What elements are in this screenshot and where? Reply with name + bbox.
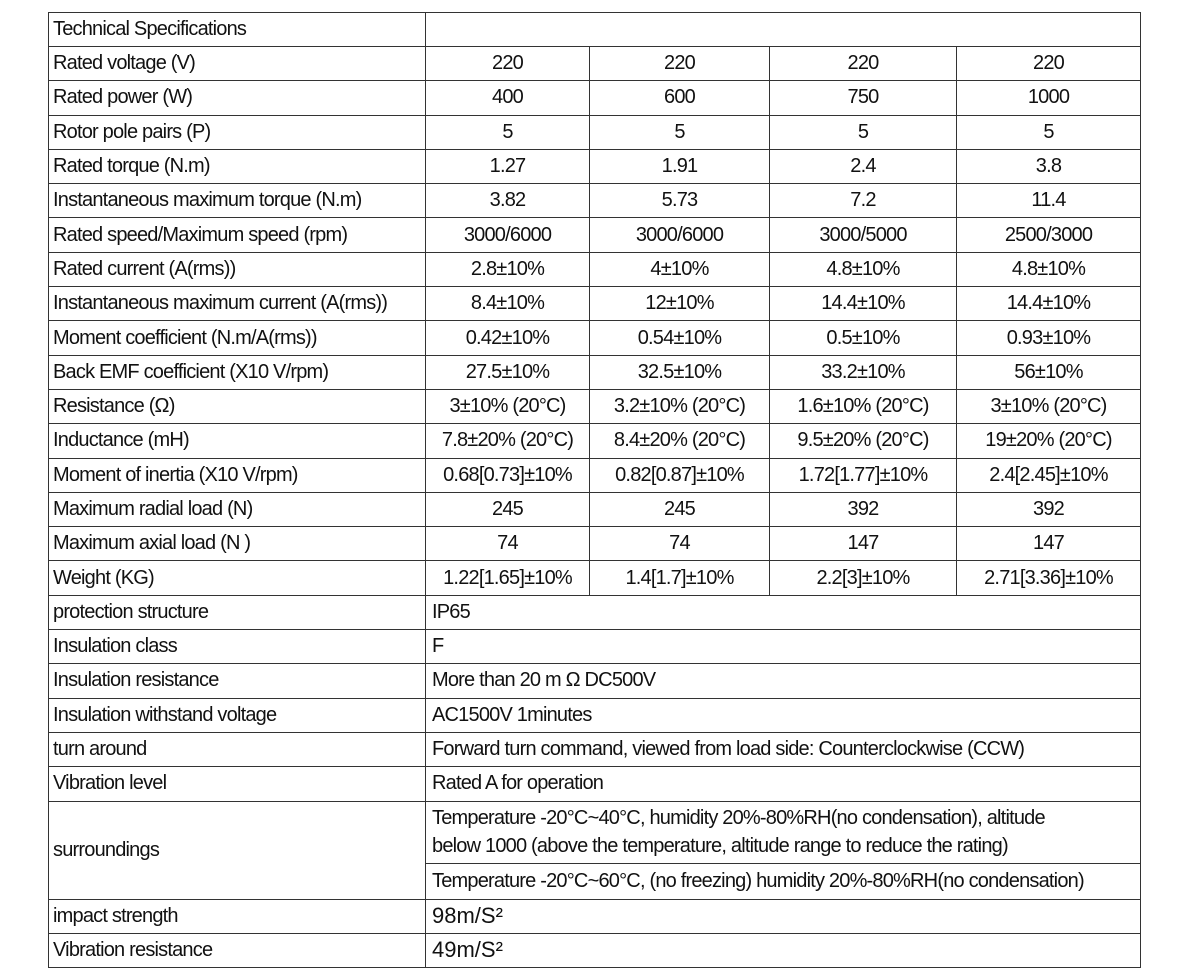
spec-span-value: 49m/S² (426, 933, 1141, 967)
surroundings-storage: Temperature -20°C~60°C, (no freezing) humidity 20%-80%RH(no condensation) (426, 863, 1141, 899)
spec-span-value: IP65 (426, 595, 1141, 629)
spec-value: 4.8±10% (770, 252, 957, 286)
spec-value: 1.4[1.7]±10% (590, 561, 770, 595)
spec-value: 8.4±10% (426, 287, 590, 321)
spec-value: 1.91 (590, 149, 770, 183)
spec-label: Rated power (W) (49, 81, 426, 115)
spec-value: 14.4±10% (770, 287, 957, 321)
spec-value: 5 (770, 115, 957, 149)
spec-table-body (49, 13, 1141, 968)
spec-label: Weight (KG) (49, 561, 426, 595)
spec-value: 1.72[1.77]±10% (770, 458, 957, 492)
spec-value: 750 (770, 81, 957, 115)
spec-row (49, 899, 1141, 933)
spec-row (49, 287, 1141, 321)
spec-value: 147 (957, 527, 1141, 561)
spec-label: Back EMF coefficient (X10 V/rpm) (49, 355, 426, 389)
spec-value: 11.4 (957, 184, 1141, 218)
spec-row (49, 81, 1141, 115)
spec-value: 2.4 (770, 149, 957, 183)
spec-value: 600 (590, 81, 770, 115)
spec-span-value: F (426, 630, 1141, 664)
spec-value: 5 (590, 115, 770, 149)
spec-row (49, 732, 1141, 766)
spec-label: Maximum axial load (N ) (49, 527, 426, 561)
spec-label: Rated voltage (V) (49, 47, 426, 81)
spec-value: 27.5±10% (426, 355, 590, 389)
title-row (49, 13, 1141, 47)
spec-value: 1.22[1.65]±10% (426, 561, 590, 595)
spec-label: Moment of inertia (X10 V/rpm) (49, 458, 426, 492)
spec-value: 245 (426, 492, 590, 526)
spec-row (49, 115, 1141, 149)
spec-span-value: AC1500V 1minutes (426, 698, 1141, 732)
spec-value: 7.8±20% (20°C) (426, 424, 590, 458)
spec-value: 0.68[0.73]±10% (426, 458, 590, 492)
spec-value: 0.5±10% (770, 321, 957, 355)
surroundings-row (49, 801, 1141, 863)
spec-row (49, 47, 1141, 81)
spec-row (49, 561, 1141, 595)
spec-value: 5 (957, 115, 1141, 149)
spec-value: 7.2 (770, 184, 957, 218)
surroundings-operating (426, 801, 1141, 863)
spec-value: 220 (426, 47, 590, 81)
spec-label: Instantaneous maximum current (A(rms)) (49, 287, 426, 321)
spec-label: turn around (49, 732, 426, 766)
spec-label: Inductance (mH) (49, 424, 426, 458)
spec-value: 2.71[3.36]±10% (957, 561, 1141, 595)
spec-value: 74 (590, 527, 770, 561)
spec-row (49, 630, 1141, 664)
spec-value: 0.93±10% (957, 321, 1141, 355)
spec-row (49, 355, 1141, 389)
spec-row (49, 527, 1141, 561)
spec-row (49, 218, 1141, 252)
spec-value: 400 (426, 81, 590, 115)
spec-value: 220 (770, 47, 957, 81)
spec-label: Rotor pole pairs (P) (49, 115, 426, 149)
spec-label: Vibration level (49, 767, 426, 801)
spec-value: 2.2[3]±10% (770, 561, 957, 595)
spec-value: 392 (957, 492, 1141, 526)
spec-value: 147 (770, 527, 957, 561)
spec-value: 3.82 (426, 184, 590, 218)
spec-value: 3.2±10% (20°C) (590, 389, 770, 423)
table-title: Technical Specifications (49, 13, 426, 47)
spec-table (48, 12, 1141, 968)
spec-value: 74 (426, 527, 590, 561)
spec-value: 0.82[0.87]±10% (590, 458, 770, 492)
spec-span-value: Rated A for operation (426, 767, 1141, 801)
spec-label: impact strength (49, 899, 426, 933)
spec-value: 14.4±10% (957, 287, 1141, 321)
spec-row (49, 595, 1141, 629)
spec-value: 3000/5000 (770, 218, 957, 252)
spec-label: Resistance (Ω) (49, 389, 426, 423)
spec-label: protection structure (49, 595, 426, 629)
spec-row (49, 492, 1141, 526)
surroundings-label: surroundings (49, 801, 426, 899)
spec-row (49, 933, 1141, 967)
spec-row (49, 321, 1141, 355)
spec-span-value: More than 20 m Ω DC500V (426, 664, 1141, 698)
spec-row (49, 184, 1141, 218)
spec-value: 1000 (957, 81, 1141, 115)
spec-value: 3±10% (20°C) (426, 389, 590, 423)
spec-value: 9.5±20% (20°C) (770, 424, 957, 458)
spec-value: 392 (770, 492, 957, 526)
spec-row (49, 664, 1141, 698)
surroundings-operating-line1: Temperature -20°C~40°C, humidity 20%-80%RH(no condensation), altitude (432, 807, 1045, 830)
spec-value: 32.5±10% (590, 355, 770, 389)
spec-label: Insulation resistance (49, 664, 426, 698)
spec-value: 2.8±10% (426, 252, 590, 286)
spec-value: 19±20% (20°C) (957, 424, 1141, 458)
spec-span-value: 98m/S² (426, 899, 1141, 933)
spec-value: 245 (590, 492, 770, 526)
spec-label: Rated speed/Maximum speed (rpm) (49, 218, 426, 252)
spec-value: 3±10% (20°C) (957, 389, 1141, 423)
spec-value: 5.73 (590, 184, 770, 218)
spec-value: 220 (957, 47, 1141, 81)
spec-value: 33.2±10% (770, 355, 957, 389)
spec-value: 220 (590, 47, 770, 81)
spec-label: Maximum radial load (N) (49, 492, 426, 526)
spec-value: 1.27 (426, 149, 590, 183)
spec-value: 8.4±20% (20°C) (590, 424, 770, 458)
spec-value: 56±10% (957, 355, 1141, 389)
spec-row (49, 252, 1141, 286)
spec-value: 4.8±10% (957, 252, 1141, 286)
surroundings-operating-line2: below 1000 (above the temperature, altitude range to reduce the rating) (432, 835, 1008, 858)
spec-value: 2500/3000 (957, 218, 1141, 252)
spec-row (49, 458, 1141, 492)
spec-value: 3000/6000 (426, 218, 590, 252)
title-blank-cell (426, 13, 1141, 47)
spec-label: Rated current (A(rms)) (49, 252, 426, 286)
spec-label: Instantaneous maximum torque (N.m) (49, 184, 426, 218)
spec-value: 2.4[2.45]±10% (957, 458, 1141, 492)
spec-row (49, 767, 1141, 801)
spec-value: 3000/6000 (590, 218, 770, 252)
spec-value: 12±10% (590, 287, 770, 321)
spec-value: 1.6±10% (20°C) (770, 389, 957, 423)
spec-label: Rated torque (N.m) (49, 149, 426, 183)
spec-row (49, 389, 1141, 423)
spec-value: 4±10% (590, 252, 770, 286)
spec-span-value: Forward turn command, viewed from load side: Counterclockwise (CCW) (426, 732, 1141, 766)
spec-row (49, 149, 1141, 183)
spec-value: 0.54±10% (590, 321, 770, 355)
spec-row (49, 424, 1141, 458)
spec-label: Insulation withstand voltage (49, 698, 426, 732)
spec-row (49, 698, 1141, 732)
spec-value: 5 (426, 115, 590, 149)
spec-value: 3.8 (957, 149, 1141, 183)
spec-label: Moment coefficient (N.m/A(rms)) (49, 321, 426, 355)
spec-label: Vibration resistance (49, 933, 426, 967)
spec-label: Insulation class (49, 630, 426, 664)
spec-value: 0.42±10% (426, 321, 590, 355)
